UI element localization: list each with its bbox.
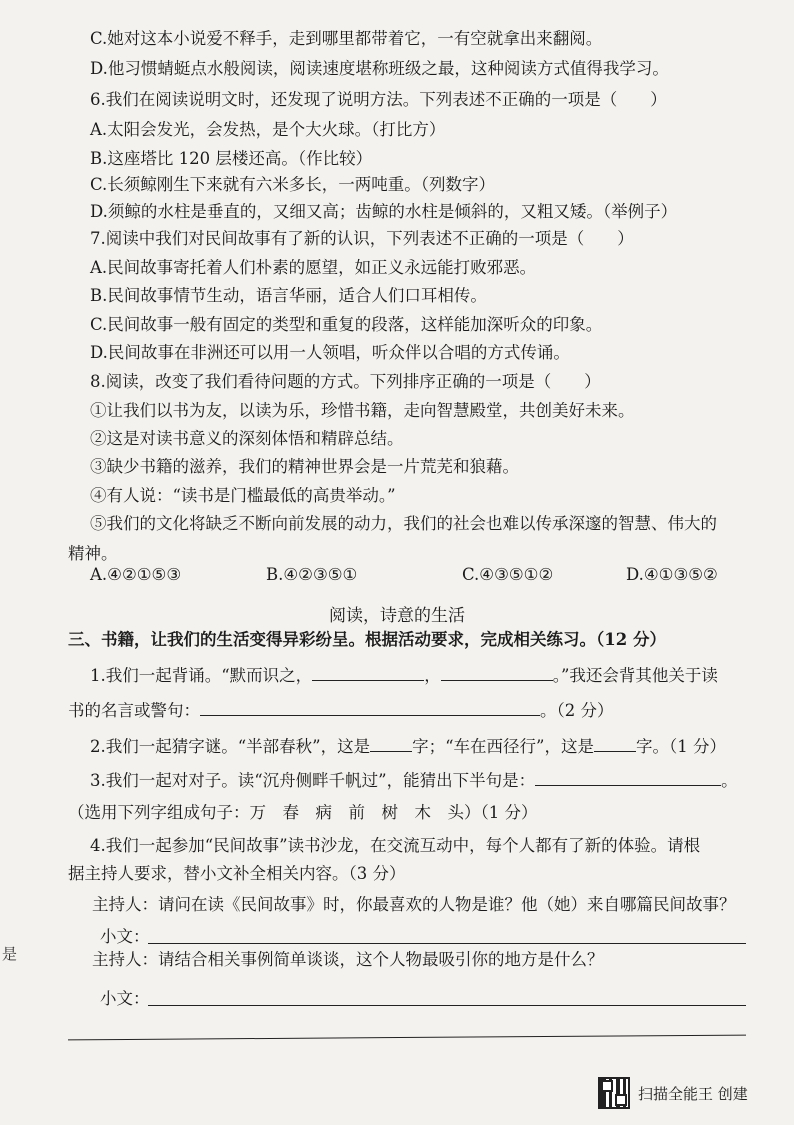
q6-option-d: D.须鲸的水柱是垂直的，又细又高；齿鲸的水柱是倾斜的，又粗又矮。（举例子） (90, 202, 678, 221)
q6-option-c: C.长须鲸刚生下来就有六米多长，一两吨重。（列数字） (90, 175, 496, 194)
answer-line-3[interactable] (68, 1035, 746, 1041)
q3-1-blank-3[interactable] (200, 697, 540, 716)
q8-option-a[interactable]: A.④②①⑤③ (90, 565, 182, 584)
q8-sentence-5: ⑤我们的文化将缺乏不断向前发展的动力，我们的社会也难以传承深邃的智慧、伟大的 (90, 514, 717, 533)
q3-1-blank-1[interactable] (312, 662, 424, 681)
q7-option-b: B.民间故事情节生动，语言华丽，适合人们口耳相传。 (90, 286, 487, 305)
q3-3-hint: （选用下列字组成句子：万 春 病 前 树 木 头）（1 分） (68, 803, 538, 822)
q3-2-blank-1[interactable] (370, 733, 412, 752)
q3-3-blank[interactable] (535, 767, 721, 786)
q3-2-blank-2[interactable] (594, 733, 636, 752)
q3-1-blank-2[interactable] (441, 662, 553, 681)
section-title: 阅读，诗意的生活 (329, 606, 465, 626)
q5-option-c: C.她对这本小说爱不释手，走到哪里都带着它，一有空就拿出来翻阅。 (90, 29, 603, 48)
q8-sentence-2: ②这是对读书意义的深刻体悟和精辟总结。 (90, 429, 404, 448)
q7-option-a: A.民间故事寄托着人们朴素的愿望，如正义永远能打败邪恶。 (90, 258, 537, 277)
margin-char: 是 (2, 945, 18, 963)
q3-2-line: 2.我们一起猜字谜。“半部春秋”，这是 字；“车在西径行”，这是 字。（1 分） (90, 733, 726, 759)
q3-4-line-2: 据主持人要求，替小文补全相关内容。（3 分） (68, 864, 406, 883)
answer-line-2[interactable] (148, 1005, 746, 1006)
q3-3-line: 3.我们一起对对子。读“沉舟侧畔千帆过”，能猜出下半句是： 。 (90, 767, 738, 793)
q7-option-d: D.民间故事在非洲还可以用一人领唱，听众伴以合唱的方式传诵。 (90, 343, 570, 362)
q8-sentence-1: ①让我们以书为友，以读为乐，珍惜书籍，走向智慧殿堂，共创美好未来。 (90, 401, 635, 420)
q8-option-c[interactable]: C.④③⑤①② (462, 565, 554, 584)
q5-option-d: D.他习惯蜻蜓点水般阅读，阅读速度堪称班级之最，这种阅读方式值得我学习。 (90, 59, 669, 78)
part3-heading: 三、书籍，让我们的生活变得异彩纷呈。根据活动要求，完成相关练习。（12 分） (68, 630, 666, 649)
q6-option-a: A.太阳会发光，会发热，是个大火球。（打比方） (90, 120, 446, 139)
q7-stem: 7.阅读中我们对民间故事有了新的认识，下列表述不正确的一项是（ ） (90, 229, 634, 248)
q8-sentence-5-cont: 精神。 (68, 544, 118, 563)
host-question-2: 主持人：请结合相关事例简单谈谈，这个人物最吸引你的地方是什么？ (92, 950, 604, 969)
qr-code-icon (598, 1077, 630, 1109)
xiaowen-label-1: 小文： (100, 927, 150, 946)
q7-option-c: C.民间故事一般有固定的类型和重复的段落，这样能加深听众的印象。 (90, 315, 603, 334)
q6-stem: 6.我们在阅读说明文时，还发现了说明方法。下列表述不正确的一项是（ ） (90, 90, 667, 109)
q8-stem: 8.阅读，改变了我们看待问题的方式。下列排序正确的一项是（ ） (90, 372, 601, 391)
answer-line-1[interactable] (148, 943, 746, 944)
q8-sentence-3: ③缺少书籍的滋养，我们的精神世界会是一片荒芜和狼藉。 (90, 457, 519, 476)
host-question-1: 主持人：请问在读《民间故事》时，你最喜欢的人物是谁？他（她）来自哪篇民间故事？ (92, 895, 736, 914)
scanner-watermark: 扫描全能王 创建 (638, 1085, 748, 1103)
q6-option-b: B.这座塔比 120 层楼还高。（作比较） (90, 149, 373, 168)
q8-option-d[interactable]: D.④①③⑤② (626, 565, 718, 584)
q3-4-line-1: 4.我们一起参加“民间故事”读书沙龙，在交流互动中，每个人都有了新的体验。请根 (90, 836, 701, 855)
q8-sentence-4: ④有人说：“读书是门槛最低的高贵举动。” (90, 486, 396, 505)
xiaowen-label-2: 小文： (100, 989, 150, 1008)
q8-option-b[interactable]: B.④②③⑤① (266, 565, 358, 584)
q3-1-line-2: 书的名言或警句： 。（2 分） (68, 697, 614, 723)
q3-1-line-1: 1.我们一起背诵。“默而识之， ， 。”我还会背其他关于读 (90, 662, 718, 688)
